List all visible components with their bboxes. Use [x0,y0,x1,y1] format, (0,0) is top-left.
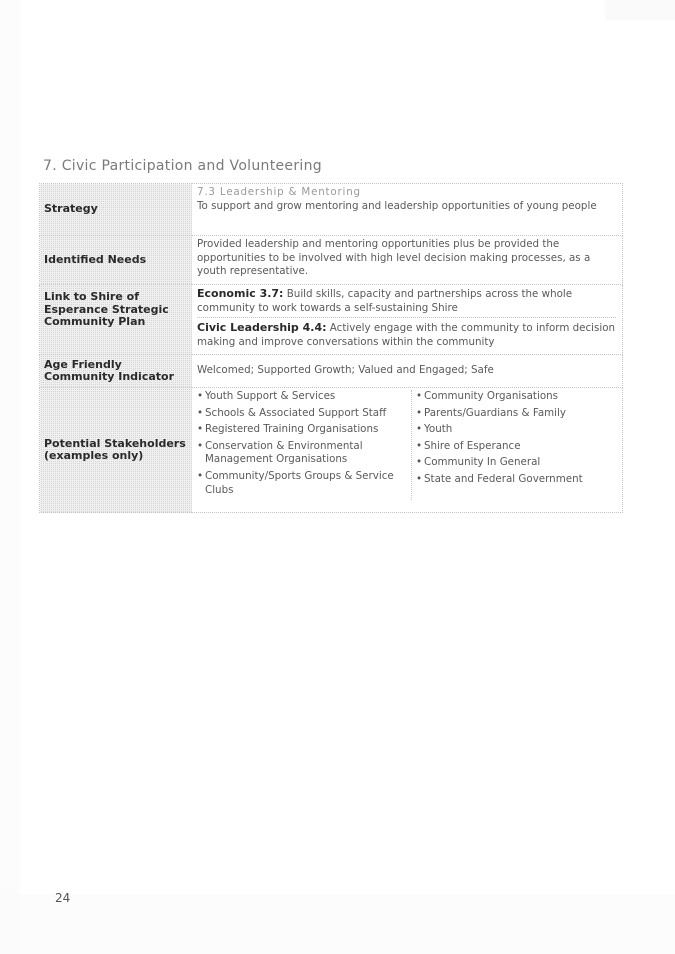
list-item: • Youth [416,423,616,437]
strategy-table [39,183,623,513]
content-identified-needs: Provided leadership and mentoring opportunities plus be provided the opportunities to be involved with high level decision making processes, as a youth representative. [192,236,623,285]
list-item: • Shire of Esperance [416,440,616,454]
content-age-friendly: Welcomed; Supported Growth; Valued and Engaged; Safe [192,355,623,388]
stakeholder-column-2 [412,390,616,500]
list-item: • Youth Support & Services [197,390,407,404]
list-item: • Conservation & Environmental Management Organisations [197,440,407,467]
content-stakeholders [192,388,623,513]
row-strategy [40,184,623,236]
label-strategy: Strategy [40,184,193,236]
label-link-strategic-plan: Link to Shire of Esperance Strategic Community Plan [40,285,193,355]
stakeholder-list-2 [416,390,616,487]
row-stakeholders [40,388,623,513]
list-item: • Parents/Guardians & Family [416,407,616,421]
link-item-civic-text: Actively engage with the community to inform decision making and improve conversations within the community [197,322,616,348]
section-title: 7. Civic Participation and Volunteering [43,158,322,174]
link-item-economic-text: Build skills, capacity and partnerships across the whole community to work towards a self-sustaining Shire [197,288,573,314]
content-strategy [192,184,623,236]
label-identified-needs: Identified Needs [40,236,193,285]
strategy-subhead: 7.3 Leadership & Mentoring [197,186,361,198]
list-item: • Schools & Associated Support Staff [197,407,407,421]
decorative-dot-pattern-bottom [0,894,675,954]
page-number: 24 [55,891,71,905]
decorative-dot-pattern-top [605,0,675,20]
link-item-civic [197,321,616,349]
list-item: • Community In General [416,456,616,470]
stakeholder-list-1 [197,390,407,497]
link-item-economic [197,287,616,318]
stakeholder-column-1 [197,390,412,500]
strategy-text: To support and grow mentoring and leadership opportunities of young people [197,199,597,212]
list-item: • State and Federal Government [416,473,616,487]
link-item-economic-key: Economic 3.7: [197,287,284,300]
link-item-civic-key: Civic Leadership 4.4: [197,321,327,335]
row-link-strategic-plan [40,285,623,355]
row-age-friendly [40,355,623,388]
label-age-friendly: Age Friendly Community Indicator [40,355,193,388]
list-item: • Community/Sports Groups & Service Clubs [197,470,407,497]
label-stakeholders: Potential Stakeholders (examples only) [40,388,193,513]
stakeholder-columns [197,390,616,500]
row-identified-needs [40,236,623,285]
list-item: • Registered Training Organisations [197,423,407,437]
list-item: • Community Organisations [416,390,616,404]
decorative-dot-pattern-left [0,0,20,954]
content-link-strategic-plan [192,285,623,355]
